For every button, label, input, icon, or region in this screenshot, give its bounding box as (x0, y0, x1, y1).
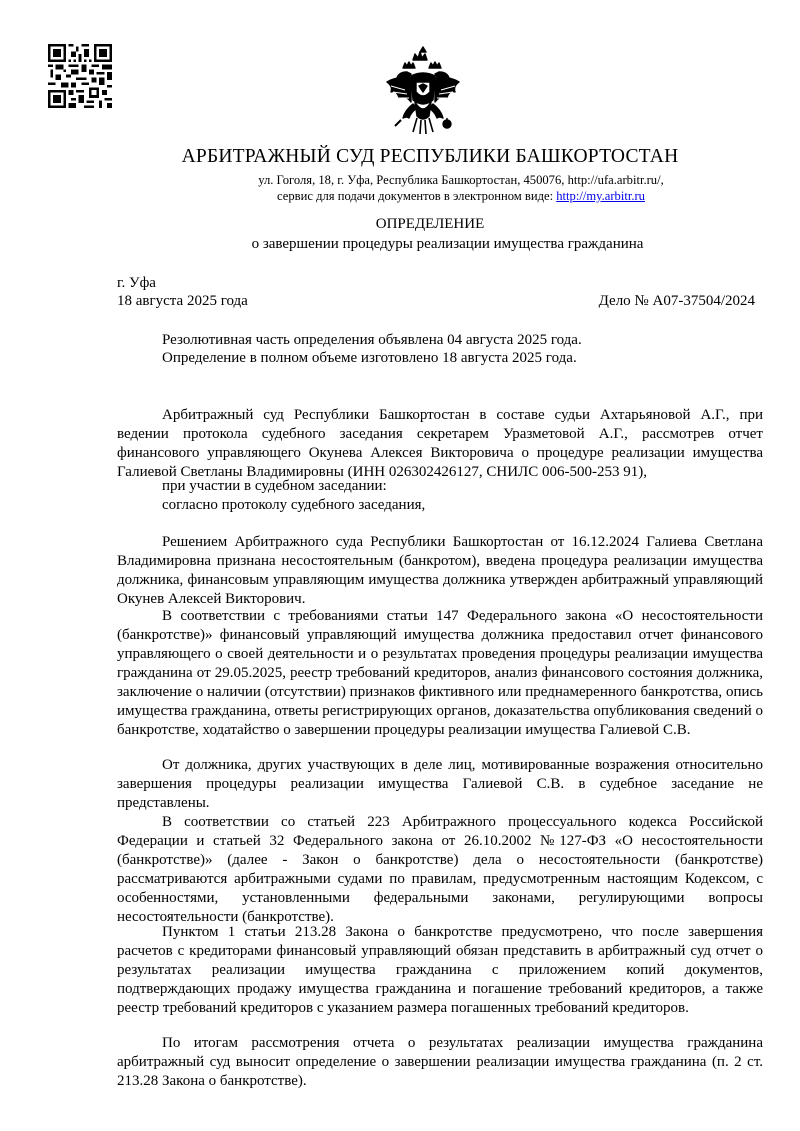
case-number: Дело № А07-37504/2024 (598, 293, 755, 309)
document-subject: о завершении процедуры реализации имущества гражданина (251, 236, 644, 252)
paragraph-decision: Решением Арбитражного суда Республики Башкортостан от 16.12.2024 Галиева Светлана Владимировна признана несостоятельным (банкротом), введена процедура реализации имущества должника, финансовым управляющим имущества должника утвержден арбитражный управляющий Окунев Алексей Викторович. (117, 534, 763, 607)
qr-code (48, 44, 112, 108)
paragraph-report: В соответствии с требованиями статьи 147 Федерального закона «О несостоятельности (банкротстве)» финансовый управляющий имущества должника предоставил отчет финансового управляющего о своей деятельности и о результатах проведения процедуры реализации имущества гражданина от 29.05.2025, реестр требований кредиторов, анализ финансового состояния должника, заключение о наличии (отсутствии) признаков фиктивного или преднамеренного банкротства, опись имущества гражданина, ответы регистрирующих органов, доказательства опубликования сведений о банкротстве, ходатайство о завершении процедуры реализации имущества Галиевой С.В. (117, 608, 763, 738)
city: г. Уфа (117, 275, 156, 291)
document-date: 18 августа 2025 года (117, 293, 248, 309)
address-line: ул. Гоголя, 18, г. Уфа, Республика Башкортостан, 450076, http://ufa.arbitr.ru/, (258, 173, 664, 187)
participation-line: при участии в судебном заседании: (162, 478, 387, 494)
service-line (122, 188, 800, 204)
paragraph-conclusion: По итогам рассмотрения отчета о результатах реализации имущества гражданина арбитражный суд выносит определение о завершении реализации имущества гражданина (п. 2 ст. 213.28 Закона о банкротстве). (117, 1035, 763, 1089)
produced-line: Определение в полном объеме изготовлено 18 августа 2025 года. (162, 350, 577, 366)
announced-line: Резолютивная часть определения объявлена 04 августа 2025 года. (162, 332, 582, 348)
paragraph-court-composition: Арбитражный суд Республики Башкортостан в составе судьи Ахтарьяновой А.Г., при ведении протокола судебного заседания секретарем Уразметовой А.Г., рассмотрев отчет финансового управляющего Окунева Алексея Викторовича о процедуре реализации имущества Галиевой Светланы Владимировны (ИНН 026302426127, СНИЛС 006-500-253 91), (117, 407, 763, 480)
paragraph-article-213: Пунктом 1 статьи 213.28 Закона о банкротстве предусмотрено, что после завершения расчетов с кредиторами финансовый управляющий обязан представить в арбитражный суд отчет о результатах реализации имущества гражданина с приложением копий документов, подтверждающих продажу имущества гражданина и погашение требований кредиторов, а также реестр требований кредиторов с указанием размера погашенных требований кредиторов. (117, 924, 763, 1016)
service-prefix: сервис для подачи документов в электронном виде: (277, 189, 557, 203)
paragraph-no-objections: От должника, других участвующих в деле лиц, мотивированные возражения относительно завершения процедуры реализации имущества Галиевой С.В. в судебное заседание не представлены. (117, 757, 763, 811)
service-link[interactable]: http://my.arbitr.ru (556, 189, 645, 203)
court-name: АРБИТРАЖНЫЙ СУД РЕСПУБЛИКИ БАШКОРТОСТАН (181, 146, 679, 167)
court-address (0, 172, 800, 204)
protocol-line: согласно протоколу судебного заседания, (162, 497, 426, 513)
document-type: ОПРЕДЕЛЕНИЕ (375, 216, 485, 232)
paragraph-law-reference: В соответствии со статьей 223 Арбитражного процессуального кодекса Российской Федерации и статьей 32 Федерального закона от 26.10.2002 №127-ФЗ «О несостоятельности (банкротстве)» (далее - Закон о банкротстве) дела о несостоятельности (банкротстве) рассматриваются арбитражными судами по правилам, предусмотренным настоящим Кодексом, с особенностями, установленными федеральными законами, регулирующими вопросы несостоятельности (банкротстве). (117, 814, 763, 925)
coat-of-arms-emblem (383, 46, 463, 138)
